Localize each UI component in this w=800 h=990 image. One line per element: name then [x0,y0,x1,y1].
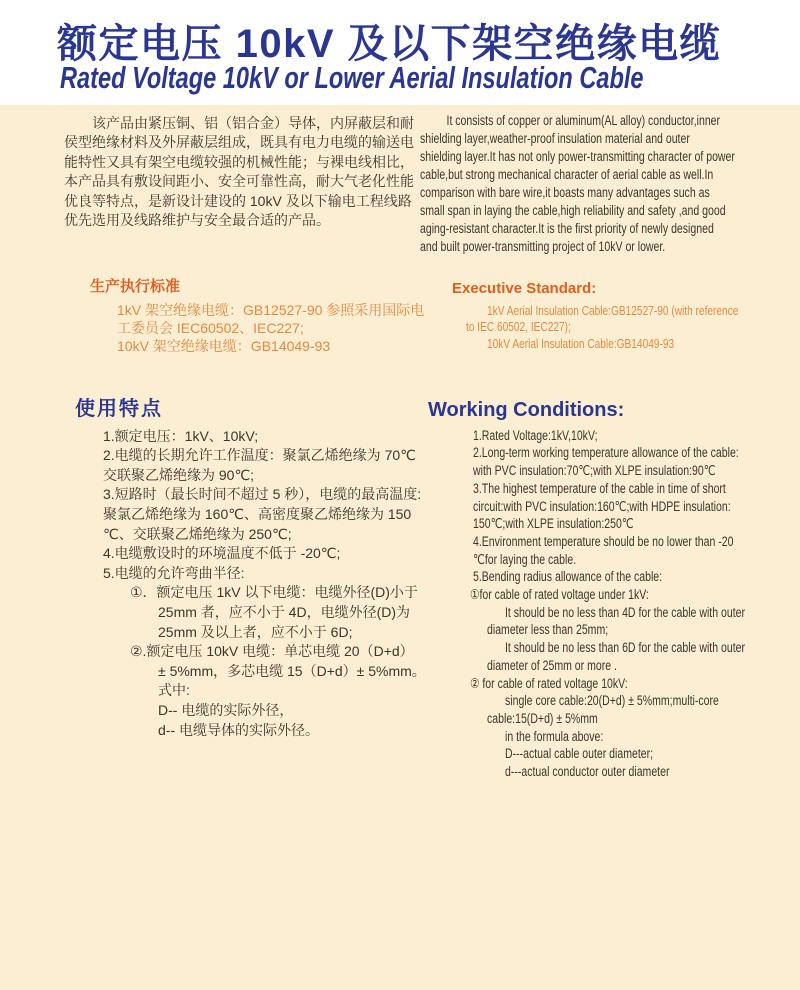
intro-line-zh: 该产品由紧压铜、铝（铝合金）导体，内屏蔽层和耐 [92,115,414,131]
working-line: with PVC insulation:70℃;with XLPE insulation:90℃ [473,463,716,479]
working-line: ℃for laying the cable. [473,551,577,567]
working-line: 4.Environment temperature should be no lower than -20 [473,533,734,549]
standard-line-en: to IEC 60502, IEC227); [466,319,571,334]
usage-line: ①．额定电压 1kV 以下电缆：电缆外径(D)小于 [130,584,418,601]
intro-paragraph-zh [64,114,416,230]
intro-line-zh: 优良等特点，是新设计建设的 10kV 及以下输电工程线路 [64,192,412,209]
usage-line: D-- 电缆的实际外径， [158,701,294,718]
working-line: diameter of 25mm or more . [487,657,617,673]
working-line: 3.The highest temperature of the cable in time of short [473,480,726,496]
page-title-en: Rated Voltage 10kV or Lower Aerial Insulation Cable [60,60,644,95]
working-line: 150℃;with XLPE insulation:250℃ [473,516,634,532]
working-line: 1.Rated Voltage:1kV,10kV; [473,427,598,443]
section-header-standards-zh: 生产执行标准 [90,278,181,295]
standard-line-zh: 工委员会 IEC60502、IEC227; [117,320,304,336]
usage-line: 5.电缆的允许弯曲半径: [103,564,245,581]
section-header-standards-en: Executive Standard: [452,280,597,297]
standard-line-zh: 1kV 架空绝缘电缆：GB12527-90 参照采用国际电 [117,302,425,318]
working-conditions-section [428,399,800,781]
intro-line-en: shielding layer,weather-proof insulation material and outer [420,131,690,146]
standards-section-en [452,281,800,352]
usage-line: ℃、交联聚乙烯绝缘为 250℃; [103,525,292,542]
section-header-usage: 使用特点 [75,398,163,420]
usage-line: ②.额定电压 10kV 电缆：单芯电缆 20（D+d） [130,643,414,660]
usage-line: 25mm 者，应不小于 4D，电缆外径(D)为 [158,603,411,620]
working-line: 5.Bending radius allowance of the cable: [473,569,663,585]
usage-line: 聚氯乙烯绝缘为 160℃、高密度聚乙烯绝缘为 150 [103,505,412,522]
working-line: in the formula above: [505,728,604,744]
working-line: D---actual cable outer diameter; [505,746,654,762]
usage-line: 交联聚乙烯绝缘为 90℃; [103,466,255,483]
section-header-working-conditions: Working Conditions: [428,399,625,421]
working-line: d---actual conductor outer diameter [505,764,670,780]
standard-line-en: 10kV Aerial Insulation Cable:GB14049-93 [487,335,675,351]
standards-section-zh [90,278,424,355]
working-line: It should be no less than 6D for the cable with outer [505,640,745,656]
intro-line-en: aging-resistant character.It is the first priority of newly designed [420,221,714,236]
page-title-zh: 额定电压 10kV 及以下架空绝缘电缆 [57,22,722,66]
intro-line-en: comparison with bare wire,it boasts many advantages such as [420,185,710,200]
working-line: single core cable:20(D+d) ± 5%mm;multi-core [505,693,719,709]
working-line: ② for cable of rated voltage 10kV: [470,675,628,691]
intro-line-en: and built power-transmitting project of 10kV or lower. [420,239,666,254]
usage-line: 式中: [158,682,190,699]
usage-section [75,400,426,740]
usage-line: 3.短路时（最长时间不超过 5 秒），电缆的最高温度: [103,486,422,503]
standard-line-en: 1kV Aerial Insulation Cable:GB12527-90 (with reference [487,302,739,318]
intro-line-zh: 能特性又具有架空电缆较强的机械性能；与裸电线相比， [64,153,414,170]
intro-line-en: It consists of copper or aluminum(AL alloy) conductor,inner [446,113,721,128]
intro-line-en: small span in laying the cable,high reliability and safety ,and good [420,203,726,218]
usage-line: ± 5%mm，多芯电缆 15（D+d）± 5%mm。 [158,662,426,679]
standard-line-zh: 10kV 架空绝缘电缆：GB14049-93 [117,338,331,354]
working-line: It should be no less than 4D for the cable with outer [505,604,745,620]
usage-line: 1.额定电压：1kV、10kV; [103,427,259,444]
intro-paragraph-en [420,112,765,256]
usage-line: 25mm 及以上者，应不小于 6D; [158,623,353,640]
usage-line: 2.电缆的长期允许工作温度：聚氯乙烯绝缘为 70℃ [103,447,416,464]
working-line: circuit:with PVC insulation:160℃;with HDPE insulation: [473,498,731,514]
working-line: cable:15(D+d) ± 5%mm [487,710,598,726]
working-line: diameter less than 25mm; [487,622,609,638]
usage-line: 4.电缆敷设时的环境温度不低于 -20℃; [103,545,341,562]
intro-line-zh: 侯型绝缘材料及外屏蔽层组成，既具有电力电缆的输送电 [64,134,414,151]
working-line: ①for cable of rated voltage under 1kV: [470,587,649,603]
intro-line-zh: 优先选用及线路维护与安全最合适的产品。 [64,212,330,229]
intro-line-zh: 本产品具有敷设间距小、安全可靠性高，耐大气老化性能 [64,173,414,190]
working-line: 2.Long-term working temperature allowance of the cable: [473,445,739,461]
usage-line: d-- 电缆导体的实际外径。 [158,721,319,738]
intro-line-en: cable,but strong mechanical character of aerial cable as well.In [420,167,714,182]
intro-line-en: shielding layer.It has not only power-transmitting character of power [420,149,735,164]
